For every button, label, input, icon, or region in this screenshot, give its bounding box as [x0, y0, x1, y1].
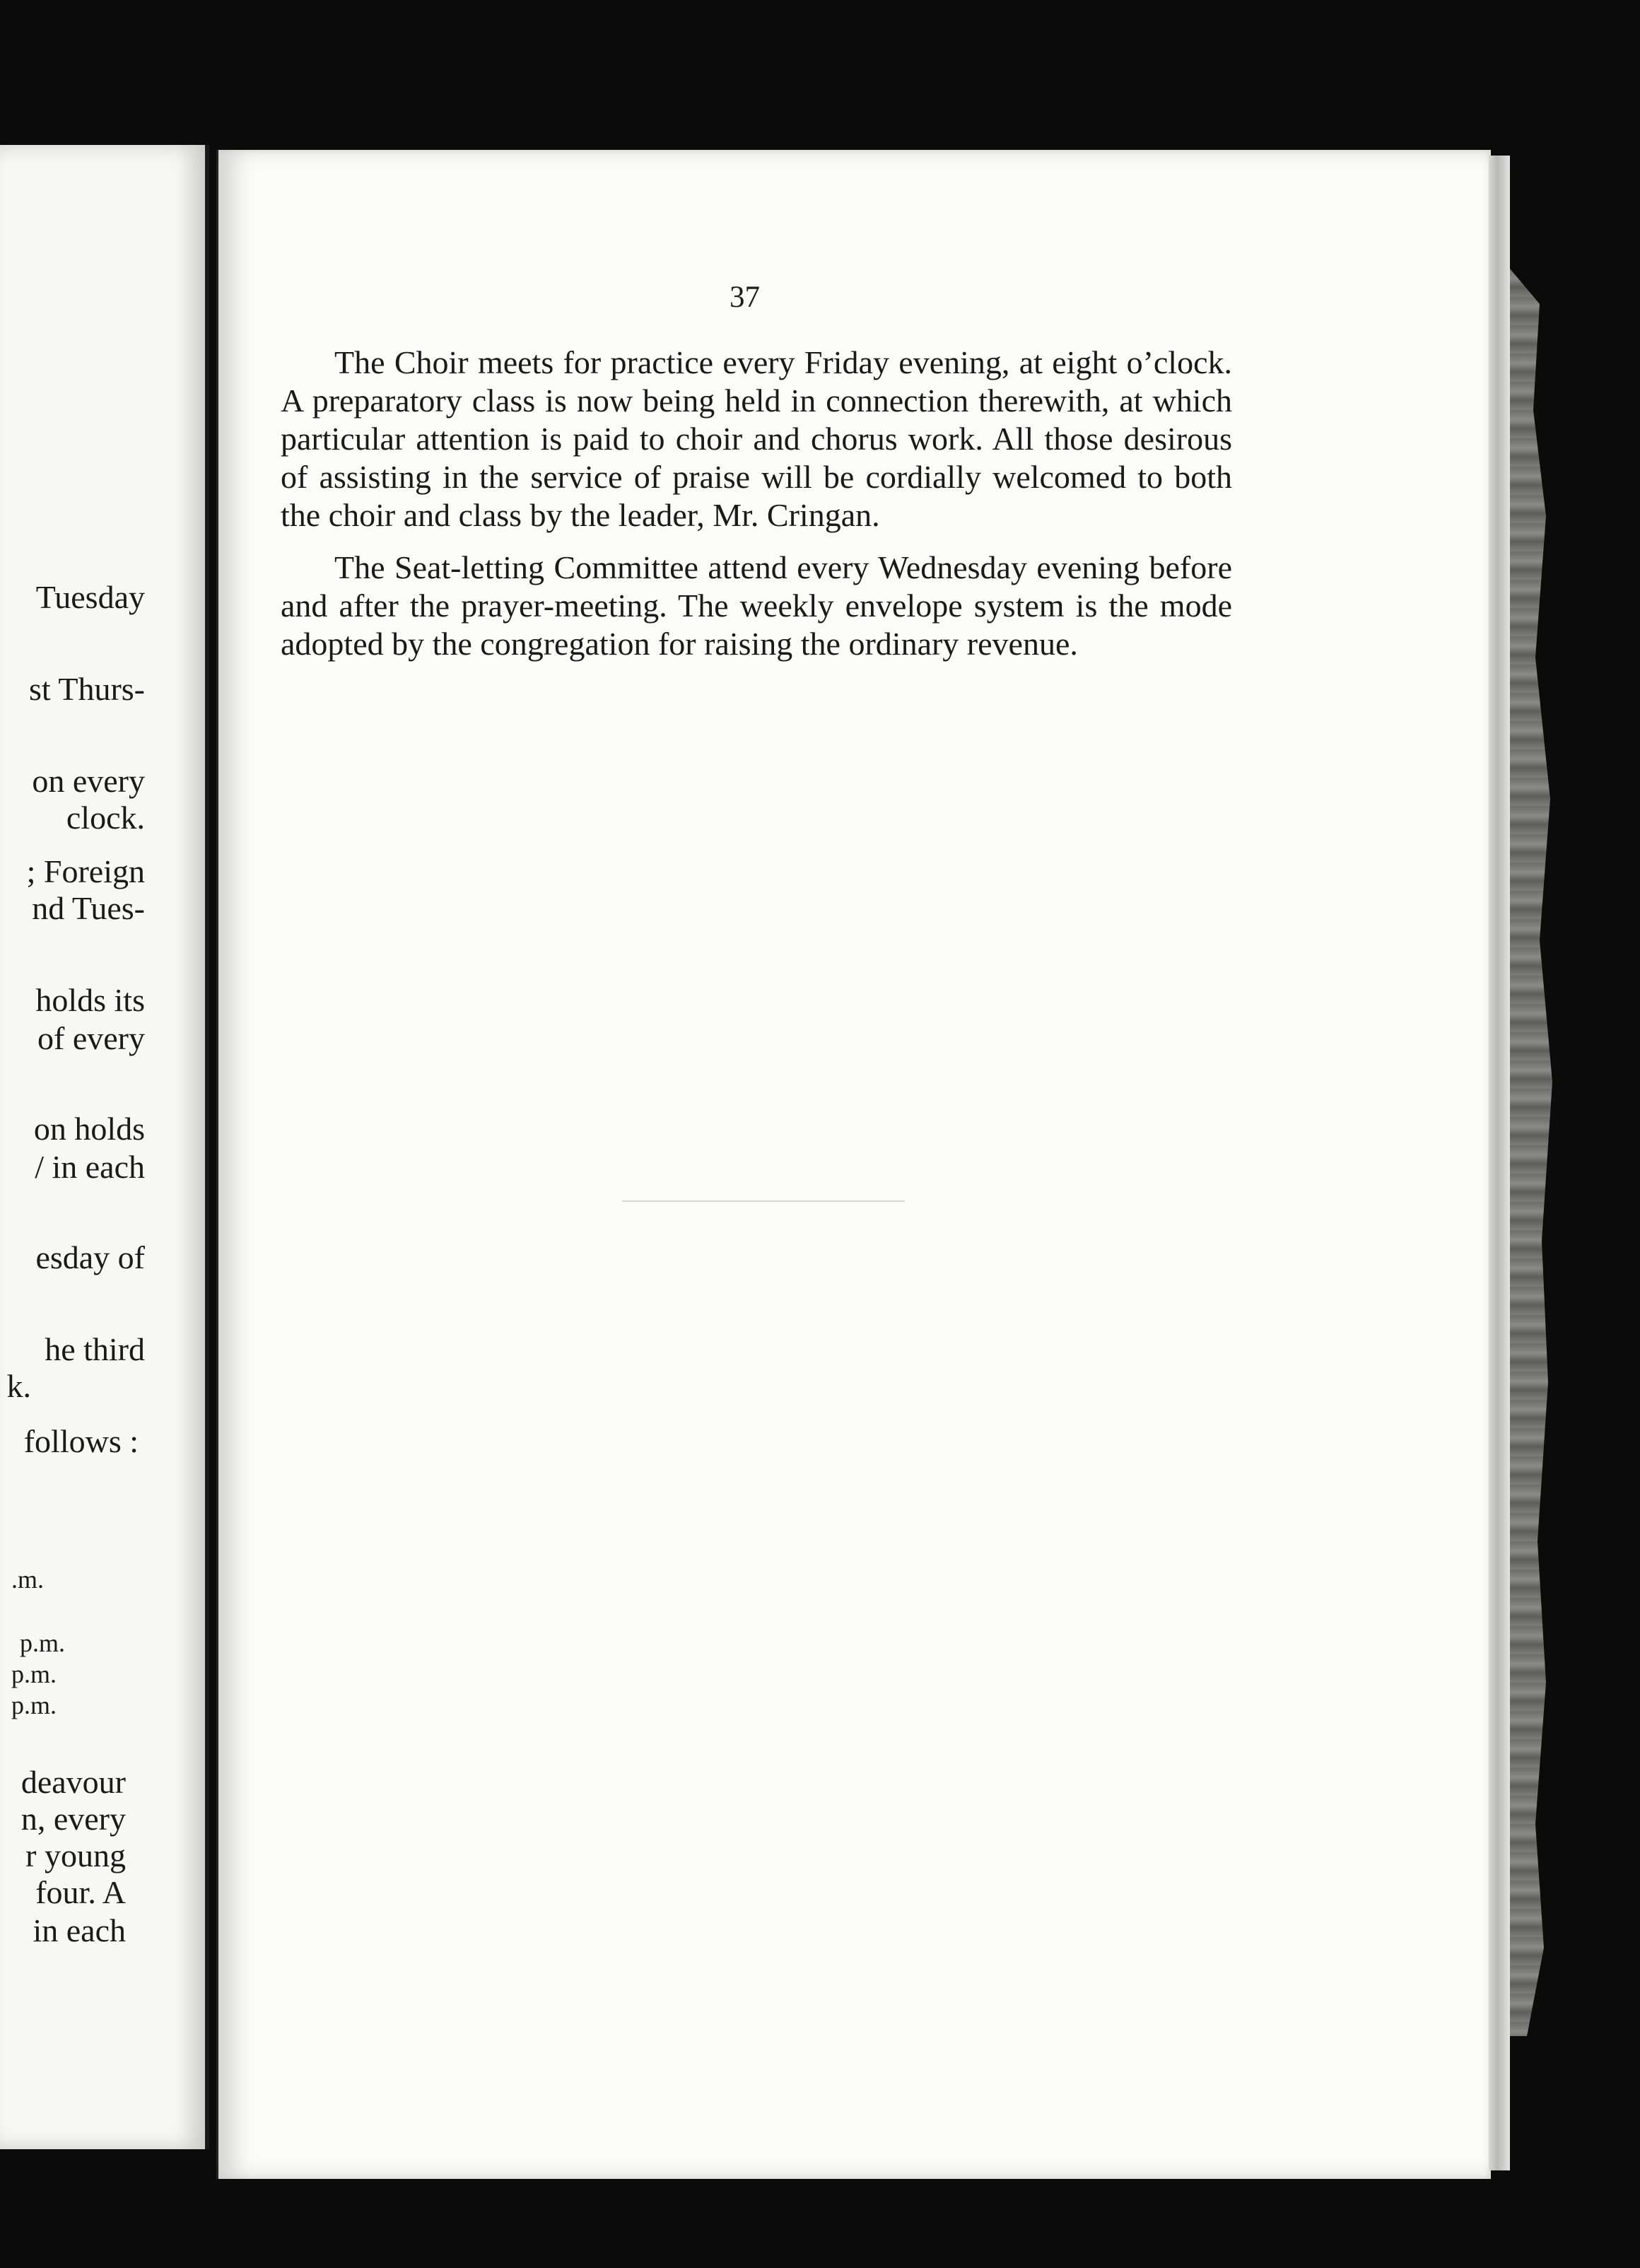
left-page-line: .m.	[11, 1565, 44, 1594]
left-page-line: clock.	[66, 800, 145, 836]
left-page-line: he third	[45, 1331, 145, 1367]
left-page-line: n, every	[20, 1801, 126, 1837]
left-page-line: st Thurs-	[29, 671, 145, 707]
left-page-line: four. A	[35, 1874, 126, 1910]
page-edge	[1489, 156, 1510, 2170]
ragged-page-edge	[1510, 269, 1552, 2036]
choir-paragraph: The Choir meets for practice every Friday evening, at eight o’clock. A preparatory class is now being held in connection therewith, at which particular attention is paid to choir and chorus work. All those desirous of assisting in the service of praise will be cordially welcomed to both the choir and class by the leader, Mr. Cringan.	[281, 344, 1232, 533]
left-page-line: nd Tues-	[32, 890, 145, 926]
left-page-line: of every	[37, 1020, 145, 1056]
left-page-line: / in each	[35, 1149, 145, 1185]
page-number: 37	[730, 281, 760, 314]
left-page-line: p.m.	[19, 1629, 65, 1657]
left-page-line: deavour	[20, 1764, 126, 1800]
page-body	[281, 344, 1232, 677]
left-page-line: holds its	[35, 982, 145, 1018]
left-page-line: on every	[32, 763, 145, 799]
left-page-line: Tuesday	[35, 579, 145, 615]
left-page-line: k.	[6, 1368, 31, 1404]
left-page-line: follows :	[23, 1423, 139, 1459]
left-page-line: on holds	[33, 1111, 145, 1147]
left-page-line: in each	[33, 1912, 126, 1948]
show-through-rule	[622, 1200, 905, 1202]
left-page-line: p.m.	[11, 1660, 57, 1688]
left-page-line: p.m.	[11, 1691, 57, 1719]
left-page-line: r young	[25, 1837, 126, 1874]
left-page-line: esday of	[35, 1239, 145, 1275]
left-page-line: ; Foreign	[26, 853, 145, 889]
seat-letting-paragraph: The Seat-letting Committee attend every Wednesday evening before and after the prayer-meeting. The weekly envelope system is the mode adopted by the congregation for raising the ordinary revenue.	[281, 549, 1232, 662]
